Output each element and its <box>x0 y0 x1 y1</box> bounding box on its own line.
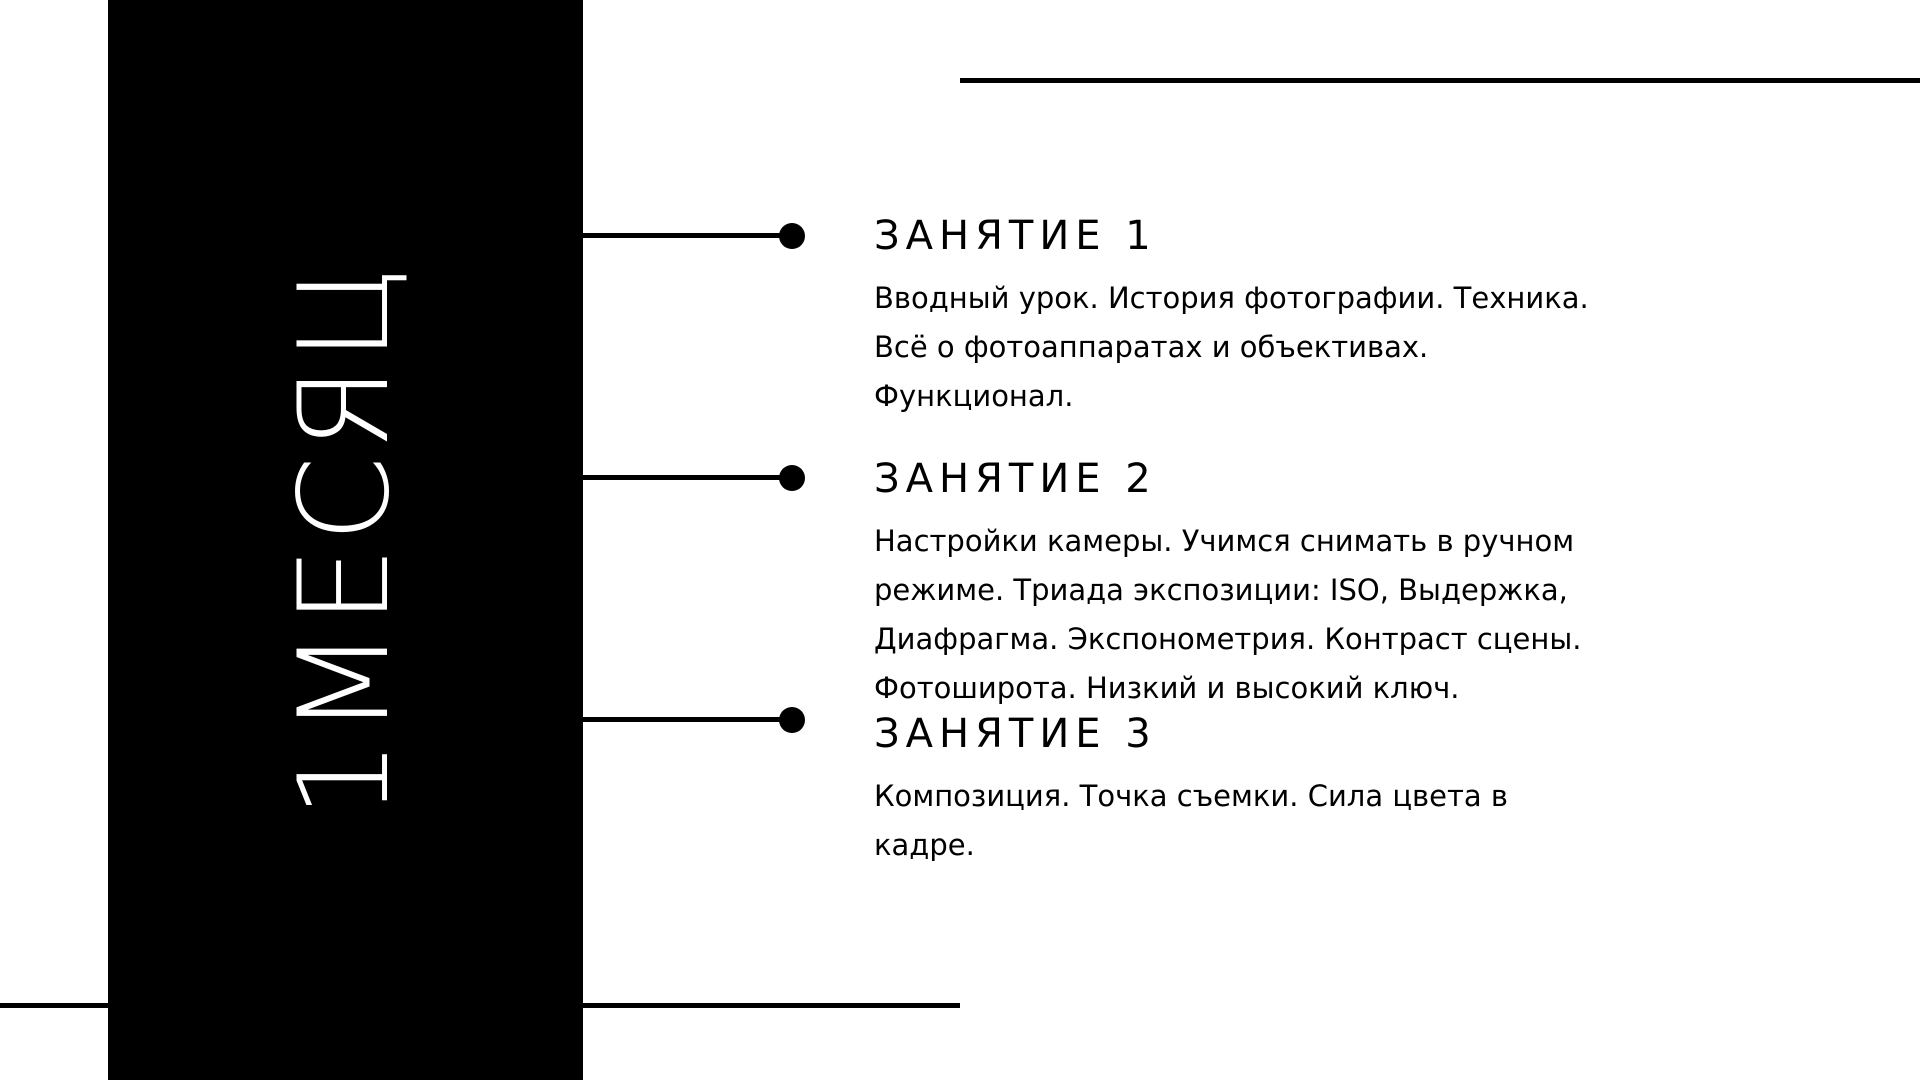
lesson-1-line-2: Всё о фотоаппаратах и объективах. <box>874 330 1429 364</box>
lesson-1-description <box>874 274 1674 421</box>
lesson-3-description <box>874 772 1674 870</box>
timeline-dot-3 <box>779 707 805 733</box>
lesson-3-title: ЗАНЯТИЕ 3 <box>874 711 1157 757</box>
lesson-2-line-2: режиме. Триада экспозиции: ISO, Выдержка, <box>874 573 1568 607</box>
bottom-divider-line-left <box>0 1003 110 1008</box>
lesson-3-line-1: Композиция. Точка съемки. Сила цвета в <box>874 779 1508 813</box>
top-divider-line <box>960 78 1920 83</box>
timeline-connector-1 <box>583 233 791 238</box>
month-title: 1МЕСЯЦ <box>273 261 417 819</box>
lesson-3 <box>874 710 1674 870</box>
lesson-2-line-4: Фотоширота. Низкий и высокий ключ. <box>874 671 1460 705</box>
lesson-2-title: ЗАНЯТИЕ 2 <box>874 456 1157 502</box>
lesson-1-title: ЗАНЯТИЕ 1 <box>874 213 1157 259</box>
timeline-dot-1 <box>779 223 805 249</box>
lesson-2-description <box>874 517 1674 713</box>
lesson-2 <box>874 455 1674 713</box>
lesson-3-line-2: кадре. <box>874 828 975 862</box>
timeline-connector-3 <box>583 717 791 722</box>
lesson-2-line-1: Настройки камеры. Учимся снимать в ручном <box>874 524 1575 558</box>
lesson-2-line-3: Диафрагма. Экспонометрия. Контраст сцены. <box>874 622 1582 656</box>
bottom-divider-line-right <box>583 1003 960 1008</box>
timeline-dot-2 <box>779 465 805 491</box>
lesson-1-line-3: Функционал. <box>874 379 1074 413</box>
lesson-1-line-1: Вводный урок. История фотографии. Техника. <box>874 281 1589 315</box>
lesson-1 <box>874 212 1674 421</box>
timeline-connector-2 <box>583 475 791 480</box>
